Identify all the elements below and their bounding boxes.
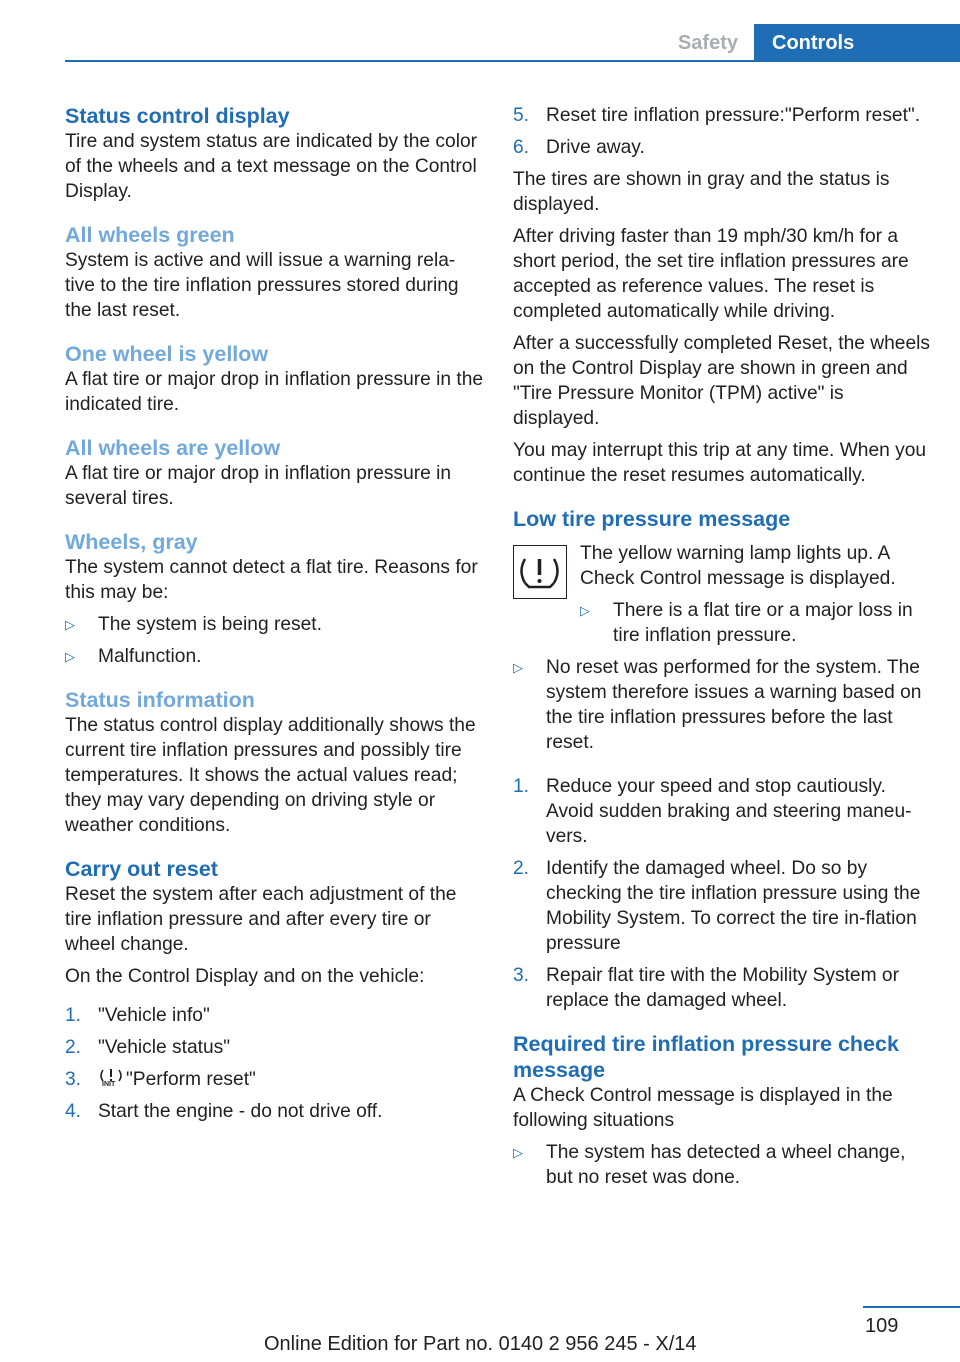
required-check-heading: Required tire inflation pressure check message — [513, 1032, 899, 1082]
gray-text: The system cannot detect a flat tire. Reasons for this may be: — [65, 557, 478, 603]
list-item: 3. Repair flat tire with the Mobility System or replace the damaged wheel. — [513, 965, 899, 1011]
page-number: 109 — [865, 1315, 899, 1337]
tab-safety[interactable]: Safety — [677, 32, 738, 54]
list-item: ▷ There is a flat tire or a major loss in tire inflation pressure. — [580, 600, 913, 646]
list-item: 5. Reset tire inflation pressure:"Perform reset". — [513, 105, 921, 126]
reset-steps-list — [65, 1003, 485, 1124]
low-pressure-list — [513, 655, 933, 755]
edition-footer: Online Edition for Part no. 0140 2 956 245 - X/14 — [264, 1333, 697, 1355]
one-yellow-text: A flat tire or major drop in inflation pressure in the indicated tire. — [65, 369, 484, 415]
header-tabs — [678, 24, 960, 62]
gray-reasons-list — [65, 612, 485, 669]
footer-rule — [863, 1306, 960, 1308]
status-control-heading: Status control display — [65, 104, 290, 128]
list-item: 2. Identify the damaged wheel. Do so by checking the tire inflation pressure using the Mobility System. To correct the tire in‐flation pressure — [513, 858, 921, 954]
list-item: ▷ The system is being reset. — [65, 614, 322, 635]
status-control-text: Tire and system status are indicated by the color of the wheels and a text message on the Control Display. — [65, 131, 478, 202]
one-yellow-heading: One wheel is yellow — [65, 342, 269, 366]
list-item: 2. "Vehicle status" — [65, 1037, 231, 1058]
required-check-list — [513, 1140, 933, 1190]
all-green-text: System is active and will issue a warning rela‐tive to the tire inflation pressures stored during the last reset. — [65, 250, 459, 321]
reset-paragraph-2: After driving faster than 19 mph/30 km/h for a short period, the set tire inflation pressures are accepted as reference values. The reset is completed automatically while driving. — [513, 226, 909, 322]
list-item: ▷ No reset was performed for the system. The system therefore issues a warning based on the tire inflation pressures before the last reset. — [513, 657, 922, 753]
all-yellow-heading: All wheels are yellow — [65, 436, 281, 460]
tire-pressure-warning-icon — [513, 545, 567, 599]
low-pressure-steps — [513, 774, 933, 1013]
low-pressure-text: The yellow warning lamp lights up. A Check Control message is displayed. — [580, 543, 896, 589]
triangle-bullet-icon: ▷ — [65, 649, 75, 664]
required-check-text: A Check Control message is displayed in the following situations — [513, 1085, 893, 1131]
list-item: 1. Reduce your speed and stop cautiously. Avoid sudden braking and steering maneu‐vers. — [513, 776, 912, 847]
low-pressure-heading: Low tire pressure message — [513, 507, 791, 531]
header-rule — [65, 60, 960, 62]
all-yellow-text: A flat tire or major drop in inflation pressure in several tires. — [65, 463, 452, 509]
low-pressure-sub-list — [580, 598, 933, 648]
carry-out-reset-heading: Carry out reset — [65, 857, 218, 881]
tab-controls[interactable]: Controls — [754, 24, 960, 62]
list-item: 4. Start the engine - do not drive off. — [65, 1101, 383, 1122]
list-item: 1. "Vehicle info" — [65, 1005, 210, 1026]
right-column — [513, 103, 933, 1197]
tire-reset-init-icon: INIT — [98, 1067, 124, 1091]
triangle-bullet-icon: ▷ — [580, 603, 590, 618]
status-info-text: The status control display additionally shows the current tire inflation pressures and possibly tire temperatures. It shows the actual values read; they may vary depending on driving style or weather conditions. — [65, 715, 476, 836]
left-column — [65, 103, 485, 1131]
reset-paragraph-1: The tires are shown in gray and the status is displayed. — [513, 169, 890, 215]
reset-text-1: Reset the system after each adjustment of the tire inflation pressure and after every tire or wheel change. — [65, 884, 457, 955]
reset-paragraph-4: You may interrupt this trip at any time. When you continue the reset resumes automatically. — [513, 440, 927, 486]
list-item: ▷ Malfunction. — [65, 646, 202, 667]
gray-heading: Wheels, gray — [65, 530, 198, 554]
status-info-heading: Status information — [65, 688, 255, 712]
triangle-bullet-icon: ▷ — [65, 617, 75, 632]
list-item: 3. INIT "Perform reset" — [65, 1069, 256, 1090]
reset-text-2: On the Control Display and on the vehicle: — [65, 966, 425, 987]
all-green-heading: All wheels green — [65, 223, 235, 247]
triangle-bullet-icon: ▷ — [513, 1145, 523, 1160]
reset-steps-continued — [513, 103, 933, 160]
reset-paragraph-3: After a successfully completed Reset, the wheels on the Control Display are shown in green and "Tire Pressure Monitor (TPM) active" is displayed. — [513, 333, 930, 429]
triangle-bullet-icon: ▷ — [513, 660, 523, 675]
list-item: 6. Drive away. — [513, 137, 645, 158]
low-pressure-warning — [513, 541, 933, 655]
list-item: ▷ The system has detected a wheel change, but no reset was done. — [513, 1142, 906, 1188]
